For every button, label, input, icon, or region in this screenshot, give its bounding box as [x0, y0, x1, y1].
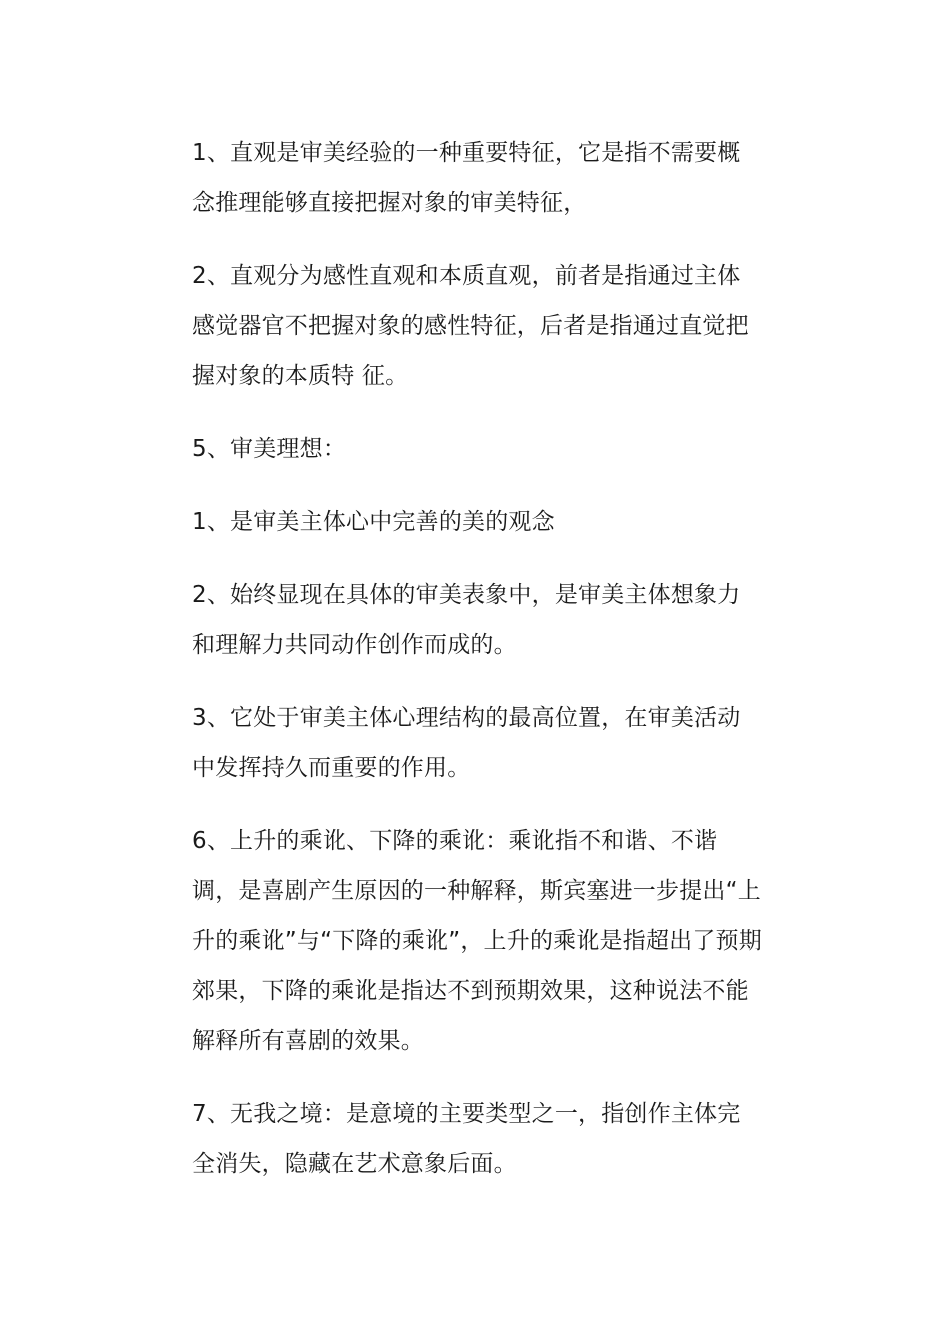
paragraph-intuition-feature: 1、直观是审美经验的一种重要特征，它是指不需要概念推理能够直接把握对象的审美特征， [192, 140, 741, 216]
paragraph-selfless-realm: 7、无我之境：是意境的主要类型之一，指创作主体完全消失，隐藏在艺术意象后面。 [192, 1101, 741, 1177]
document-body [192, 128, 762, 1212]
paragraph-ideal-point-1: 1、是审美主体心中完善的美的观念 [192, 509, 555, 535]
paragraph-ideal-point-2: 2、始终显现在具体的审美表象中，是审美主体想象力和理解力共同动作创作而成的。 [192, 582, 741, 658]
paragraph-intuition-types: 2、直观分为感性直观和本质直观，前者是指通过主体感觉器官不把握对象的感性特征，后者是指通过直觉把握对象的本质特 征。 [192, 263, 749, 389]
paragraph-ideal-point-3: 3、它处于审美主体心理结构的最高位置，在审美活动中发挥持久而重要的作用。 [192, 705, 741, 781]
paragraph-incongruity: 6、上升的乘讹、下降的乘讹：乘讹指不和谐、不谐调，是喜剧产生原因的一种解释，斯宾塞进一步提出“上升的乘讹”与“下降的乘讹”，上升的乘讹是指超出了预期郊果，下降的乘讹是指达不到预期效果，这种说法不能解释所有喜剧的效果。 [192, 828, 762, 1054]
section-heading-aesthetic-ideal: 5、审美理想： [192, 436, 347, 462]
